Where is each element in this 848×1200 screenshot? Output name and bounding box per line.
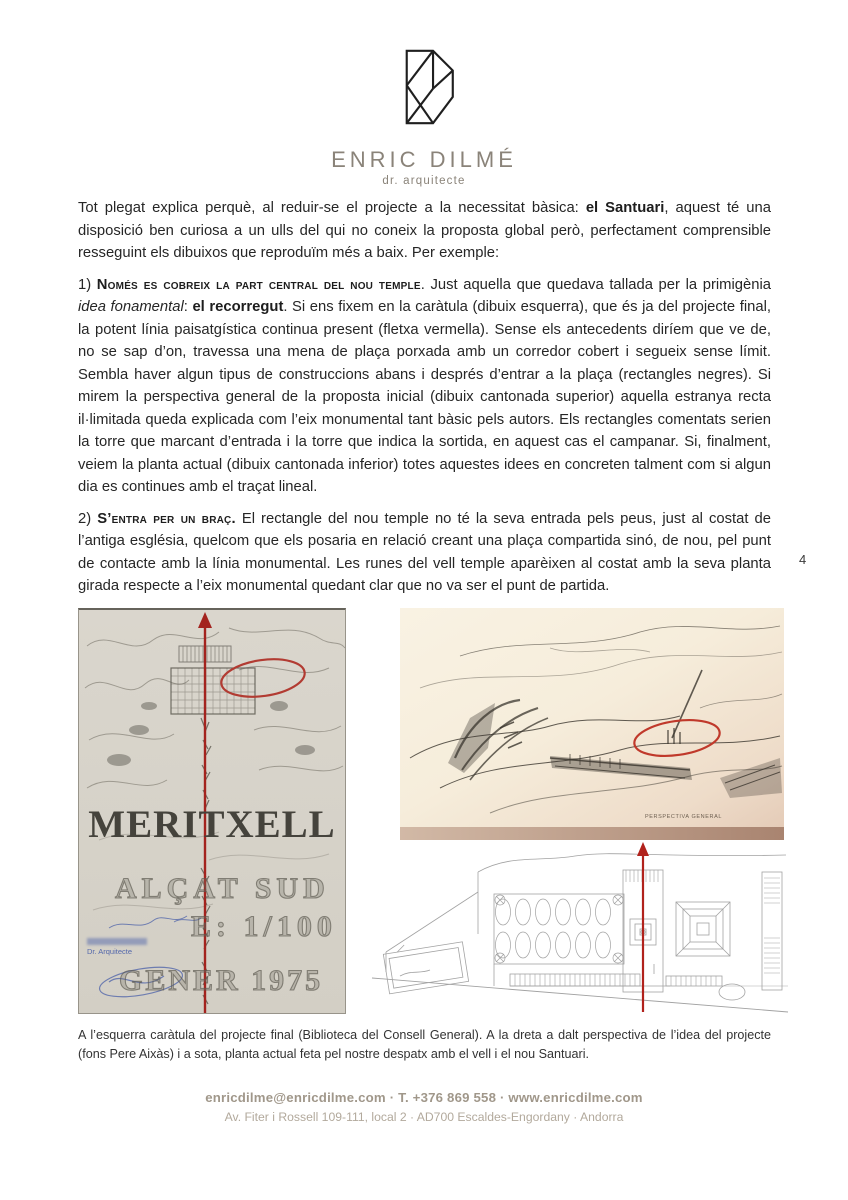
- footer-contact-line: enricdilme@enricdilme.com · T. +376 869 558 · www.enricdilme.com: [205, 1089, 643, 1105]
- photo-edge-strip: [400, 827, 784, 840]
- text-segment-italic: idea fonamental: [78, 299, 184, 315]
- stamp-smudge: [87, 938, 147, 945]
- text-segment: :: [183, 299, 193, 315]
- text-segment: 2): [78, 510, 98, 527]
- brand-subtitle: dr. arquitecte: [382, 175, 466, 187]
- text-segment: . Si ens fixem en la caràtula (dibuix esquerra), que és ja del projecte final, la potent línia paisatgística continua present (fletxa vermella). Sense els antecedents diríem que ve de, no se sap d’on, travessa una mena de plaça porxada amb un corredor cobert i segueix sense límit. Sembla haver algun tipus de construccions abans i després d’entrar a la plaça (rectangles negres). Si mirem la perspectiva general de la proposta inicial (dibuix cantonada superior) aquella estranya recta il·limitada queda explicada com l’eix monumental tant bàsic pels autors. Els rectangles comentats serien la torre que marcant d’entrada i la torre que indica la sortida, en aquest cas el campanar. Si, finalment, veiem la planta actual (dibuix cantonada inferior) totes aquestes idees en concreten talment com si algun dia es continues amb el traçat lineal.: [78, 299, 771, 495]
- cover-stencil-date: GENER 1975: [119, 963, 324, 997]
- stamp-text: Dr. Arquitecte: [87, 946, 133, 956]
- text-segment-bold: el recorregut: [192, 299, 284, 315]
- letterhead: [0, 0, 848, 187]
- figure-perspective-sketch: [400, 608, 784, 840]
- footer-address-line: Av. Fiter i Rossell 109-111, local 2 · AD700 Escaldes-Engordany · Andorra: [224, 1109, 624, 1124]
- point-2-paragraph: [78, 508, 771, 598]
- enric-dilme-logo-icon: [387, 40, 461, 134]
- cover-title: MERITXELL: [88, 802, 336, 846]
- text-segment-smallcaps: Només es cobreix la part central del nou temple: [96, 276, 421, 293]
- figure-project-cover: [78, 608, 346, 1014]
- page-footer: [0, 1090, 848, 1124]
- figure-floor-plan: [370, 846, 790, 1014]
- ink-mountain-sketch: [400, 608, 784, 840]
- figures-block: [78, 608, 790, 1014]
- architect-stamp: [87, 938, 147, 956]
- floor-plan-drawing: [370, 846, 790, 1014]
- text-segment: El rectangle del nou temple no té la seva entrada pels peus, just al costat de l’antiga església, quelcom que els posaria en relació creant una plaça compartida sinó, de nou, pel punt de contacte amb la línia monumental. Les runes del vell temple aparèixen al costat amb la seva planta girada respecte a l’eix monumental quedant clar que no va ser el punt de partida.: [78, 510, 772, 594]
- text-segment: . Just aquella que quedava tallada per la primigènia: [420, 276, 771, 293]
- point-1-paragraph: [78, 274, 771, 499]
- text-segment: Tot plegat explica perquè, al reduir-se el projecte a la necessitat bàsica:: [78, 200, 586, 216]
- text-segment: , aquest té una disposició ben curiosa a un ulls del qui no coneix la proposta global però, perfectament comprensible resseguint els dibuixos que reproduïm més a baix. Per exemple:: [78, 200, 771, 261]
- text-segment: 1): [78, 276, 97, 293]
- red-ellipse-annotation: [219, 654, 307, 701]
- cover-stencil-scale: E: 1/100: [191, 909, 337, 943]
- intro-paragraph: [78, 197, 771, 265]
- sketch-caption-label: PERSPECTIVA GENERAL: [644, 813, 722, 820]
- body-text-column: [78, 197, 771, 598]
- red-axis-arrow: [635, 840, 651, 1014]
- brand-name: ENRIC DILMÉ: [331, 147, 517, 172]
- cover-stencil-elevation: ALÇAT SUD: [115, 871, 330, 905]
- page-number: 4: [799, 552, 807, 567]
- red-ellipse-annotation: [632, 715, 722, 761]
- text-segment-smallcaps: S’entra per un braç.: [97, 510, 236, 527]
- figure-caption: A l’esquerra caràtula del projecte final (Biblioteca del Consell General). A la dreta a dalt perspectiva de l’idea del projecte (fons Pere Aixàs) i a sota, planta actual feta pel nostre despatx amb el vell i el nou Santuari.: [78, 1027, 771, 1061]
- text-segment-bold: el Santuari: [585, 200, 665, 216]
